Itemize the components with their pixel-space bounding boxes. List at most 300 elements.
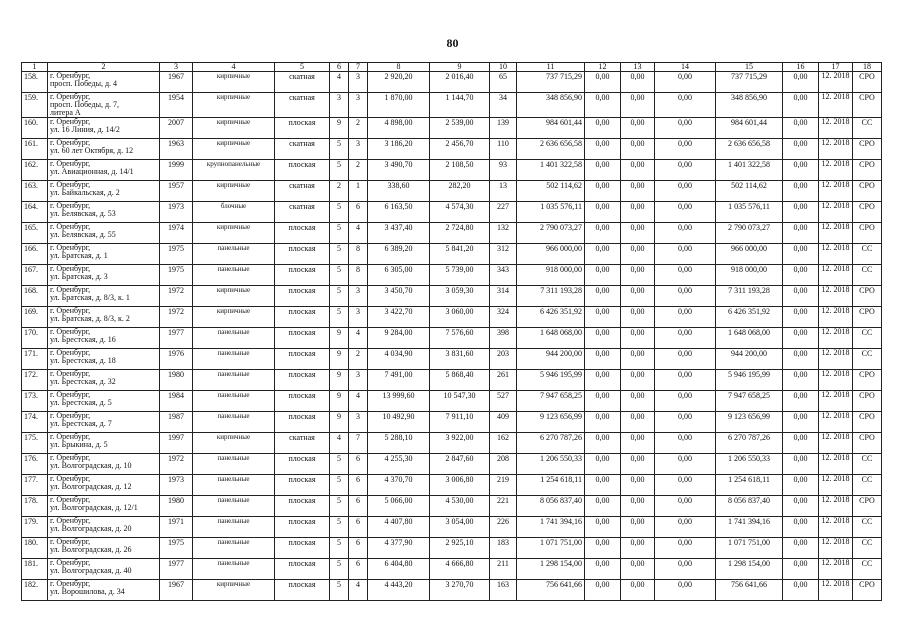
address-cell	[48, 433, 160, 454]
cost-budget-cell: 0,00	[621, 496, 655, 517]
wall-material-cell: панельные	[193, 391, 275, 412]
cost-budget-cell: 0,00	[621, 454, 655, 475]
build-year-cell: 1997	[160, 433, 193, 454]
cost-other-cell: 0,00	[783, 328, 819, 349]
residents-cell: 343	[490, 265, 517, 286]
address-line: г. Оренбург,	[50, 558, 91, 567]
wall-material-cell: панельные	[193, 349, 275, 370]
residents-cell: 13	[490, 181, 517, 202]
address-cell	[48, 72, 160, 93]
deadline-cell: 12. 2018	[819, 118, 853, 139]
address-line: ул. Белявская, д. 53	[50, 209, 116, 218]
column-number: 8	[368, 63, 430, 72]
cost-local-cell: 0,00	[655, 412, 716, 433]
build-year-cell: 1977	[160, 328, 193, 349]
cost-fund-cell: 0,00	[585, 517, 621, 538]
column-number: 16	[783, 63, 819, 72]
method-cell: СРО	[853, 223, 882, 244]
living-area-cell: 2 539,00	[430, 118, 490, 139]
address-cell	[48, 286, 160, 307]
cost-owners-cell: 944 200,00	[716, 349, 783, 370]
cost-budget-cell: 0,00	[621, 160, 655, 181]
cost-local-cell: 0,00	[655, 559, 716, 580]
row-number-cell: 171.	[22, 349, 48, 370]
cost-budget-cell: 0,00	[621, 307, 655, 328]
cost-local-cell: 0,00	[655, 433, 716, 454]
address-line: ул. Брестская, д. 32	[50, 377, 116, 386]
deadline-cell: 12. 2018	[819, 454, 853, 475]
cost-owners-cell: 2 790 073,27	[716, 223, 783, 244]
address-cell	[48, 139, 160, 160]
deadline-cell: 12. 2018	[819, 580, 853, 601]
total-area-cell: 3 450,70	[368, 286, 430, 307]
total-cost-cell: 6 270 787,26	[517, 433, 585, 454]
column-number: 3	[160, 63, 193, 72]
entrances-cell: 3	[349, 412, 368, 433]
living-area-cell: 2 847,60	[430, 454, 490, 475]
cost-fund-cell: 0,00	[585, 328, 621, 349]
column-number: 11	[517, 63, 585, 72]
residents-cell: 409	[490, 412, 517, 433]
table-row	[22, 139, 882, 160]
deadline-cell: 12. 2018	[819, 517, 853, 538]
address-line: просп. Победы, д. 4	[50, 79, 118, 88]
table-row	[22, 72, 882, 93]
roof-type-cell: плоская	[275, 160, 330, 181]
deadline-cell: 12. 2018	[819, 244, 853, 265]
table-row	[22, 286, 882, 307]
cost-local-cell: 0,00	[655, 181, 716, 202]
total-cost-cell: 1 035 576,11	[517, 202, 585, 223]
wall-material-cell: кирпичные	[193, 181, 275, 202]
cost-budget-cell: 0,00	[621, 93, 655, 118]
method-cell: СРО	[853, 286, 882, 307]
address-line: г. Оренбург,	[50, 537, 91, 546]
cost-budget-cell: 0,00	[621, 202, 655, 223]
total-area-cell: 4 255,30	[368, 454, 430, 475]
total-area-cell: 4 370,70	[368, 475, 430, 496]
total-cost-cell: 5 946 195,99	[517, 370, 585, 391]
living-area-cell: 2 724,80	[430, 223, 490, 244]
roof-type-cell: скатная	[275, 139, 330, 160]
deadline-cell: 12. 2018	[819, 202, 853, 223]
total-area-cell: 3 437,40	[368, 223, 430, 244]
build-year-cell: 1973	[160, 475, 193, 496]
cost-local-cell: 0,00	[655, 328, 716, 349]
cost-budget-cell: 0,00	[621, 349, 655, 370]
cost-local-cell: 0,00	[655, 475, 716, 496]
entrances-cell: 3	[349, 286, 368, 307]
total-area-cell: 4 407,80	[368, 517, 430, 538]
row-number-cell: 169.	[22, 307, 48, 328]
address-cell	[48, 412, 160, 433]
method-cell: СС	[853, 118, 882, 139]
wall-material-cell: панельные	[193, 454, 275, 475]
row-number-cell: 170.	[22, 328, 48, 349]
cost-other-cell: 0,00	[783, 454, 819, 475]
method-cell: СРО	[853, 181, 882, 202]
roof-type-cell: плоская	[275, 244, 330, 265]
column-number: 13	[621, 63, 655, 72]
method-cell: СРО	[853, 412, 882, 433]
total-area-cell: 7 491,00	[368, 370, 430, 391]
row-number-cell: 164.	[22, 202, 48, 223]
total-area-cell: 13 999,60	[368, 391, 430, 412]
method-cell: СРО	[853, 391, 882, 412]
address-cell	[48, 160, 160, 181]
entrances-cell: 2	[349, 118, 368, 139]
build-year-cell: 2007	[160, 118, 193, 139]
build-year-cell: 1980	[160, 496, 193, 517]
roof-type-cell: плоская	[275, 349, 330, 370]
floors-cell: 5	[330, 475, 349, 496]
floors-cell: 5	[330, 559, 349, 580]
cost-budget-cell: 0,00	[621, 328, 655, 349]
cost-fund-cell: 0,00	[585, 181, 621, 202]
total-cost-cell: 1 254 618,11	[517, 475, 585, 496]
address-line: г. Оренбург,	[50, 117, 91, 126]
address-cell	[48, 370, 160, 391]
wall-material-cell: кирпичные	[193, 72, 275, 93]
residents-cell: 203	[490, 349, 517, 370]
cost-local-cell: 0,00	[655, 160, 716, 181]
address-line: г. Оренбург,	[50, 71, 91, 80]
row-number-cell: 160.	[22, 118, 48, 139]
table-row	[22, 391, 882, 412]
living-area-cell: 4 530,00	[430, 496, 490, 517]
residents-cell: 208	[490, 454, 517, 475]
cost-other-cell: 0,00	[783, 118, 819, 139]
row-number-cell: 166.	[22, 244, 48, 265]
residents-cell: 221	[490, 496, 517, 517]
build-year-cell: 1999	[160, 160, 193, 181]
address-cell	[48, 181, 160, 202]
cost-budget-cell: 0,00	[621, 265, 655, 286]
entrances-cell: 6	[349, 559, 368, 580]
build-year-cell: 1976	[160, 349, 193, 370]
cost-fund-cell: 0,00	[585, 538, 621, 559]
residents-cell: 527	[490, 391, 517, 412]
cost-local-cell: 0,00	[655, 496, 716, 517]
cost-budget-cell: 0,00	[621, 370, 655, 391]
address-line: г. Оренбург,	[50, 432, 91, 441]
floors-cell: 5	[330, 244, 349, 265]
wall-material-cell: панельные	[193, 328, 275, 349]
method-cell: СС	[853, 265, 882, 286]
floors-cell: 2	[330, 181, 349, 202]
total-area-cell: 3 490,70	[368, 160, 430, 181]
address-line: ул. Братская, д. 3	[50, 272, 108, 281]
roof-type-cell: скатная	[275, 202, 330, 223]
cost-budget-cell: 0,00	[621, 72, 655, 93]
method-cell: СС	[853, 538, 882, 559]
row-number-cell: 174.	[22, 412, 48, 433]
deadline-cell: 12. 2018	[819, 328, 853, 349]
address-line: г. Оренбург,	[50, 285, 91, 294]
deadline-cell: 12. 2018	[819, 139, 853, 160]
row-number-cell: 162.	[22, 160, 48, 181]
total-area-cell: 5 066,00	[368, 496, 430, 517]
table-row	[22, 496, 882, 517]
living-area-cell: 5 739,00	[430, 265, 490, 286]
entrances-cell: 7	[349, 433, 368, 454]
build-year-cell: 1972	[160, 286, 193, 307]
table-row	[22, 265, 882, 286]
row-number-cell: 179.	[22, 517, 48, 538]
row-number-cell: 178.	[22, 496, 48, 517]
address-line: г. Оренбург,	[50, 495, 91, 504]
wall-material-cell: панельные	[193, 559, 275, 580]
column-number: 17	[819, 63, 853, 72]
address-line: г. Оренбург,	[50, 306, 91, 315]
address-line: г. Оренбург,	[50, 579, 91, 588]
total-cost-cell: 502 114,62	[517, 181, 585, 202]
total-cost-cell: 2 790 073,27	[517, 223, 585, 244]
residents-cell: 34	[490, 93, 517, 118]
method-cell: СС	[853, 244, 882, 265]
cost-owners-cell: 1 071 751,00	[716, 538, 783, 559]
entrances-cell: 3	[349, 93, 368, 118]
cost-budget-cell: 0,00	[621, 517, 655, 538]
wall-material-cell: кирпичные	[193, 139, 275, 160]
address-cell	[48, 244, 160, 265]
cost-owners-cell: 6 270 787,26	[716, 433, 783, 454]
address-line: ул. Авиационная, д. 14/1	[50, 167, 134, 176]
wall-material-cell: панельные	[193, 475, 275, 496]
address-cell	[48, 454, 160, 475]
cost-fund-cell: 0,00	[585, 139, 621, 160]
residents-cell: 211	[490, 559, 517, 580]
column-number: 12	[585, 63, 621, 72]
address-cell	[48, 391, 160, 412]
build-year-cell: 1972	[160, 307, 193, 328]
wall-material-cell: панельные	[193, 370, 275, 391]
cost-owners-cell: 756 641,66	[716, 580, 783, 601]
total-cost-cell: 737 715,29	[517, 72, 585, 93]
cost-fund-cell: 0,00	[585, 349, 621, 370]
row-number-cell: 158.	[22, 72, 48, 93]
cost-fund-cell: 0,00	[585, 202, 621, 223]
wall-material-cell: панельные	[193, 538, 275, 559]
roof-type-cell: плоская	[275, 517, 330, 538]
build-year-cell: 1954	[160, 93, 193, 118]
address-line: ул. Ворошилова, д. 34	[50, 587, 125, 596]
build-year-cell: 1987	[160, 412, 193, 433]
roof-type-cell: плоская	[275, 475, 330, 496]
deadline-cell: 12. 2018	[819, 181, 853, 202]
method-cell: СРО	[853, 139, 882, 160]
column-number: 15	[716, 63, 783, 72]
living-area-cell: 3 060,00	[430, 307, 490, 328]
cost-owners-cell: 1 401 322,58	[716, 160, 783, 181]
wall-material-cell: кирпичные	[193, 93, 275, 118]
column-number: 4	[193, 63, 275, 72]
total-cost-cell: 1 741 394,16	[517, 517, 585, 538]
row-number-cell: 173.	[22, 391, 48, 412]
cost-other-cell: 0,00	[783, 93, 819, 118]
entrances-cell: 3	[349, 370, 368, 391]
entrances-cell: 8	[349, 265, 368, 286]
cost-budget-cell: 0,00	[621, 412, 655, 433]
address-line: ул. Брестская, д. 18	[50, 356, 116, 365]
deadline-cell: 12. 2018	[819, 391, 853, 412]
residents-cell: 324	[490, 307, 517, 328]
cost-other-cell: 0,00	[783, 181, 819, 202]
roof-type-cell: плоская	[275, 538, 330, 559]
cost-owners-cell: 6 426 351,92	[716, 307, 783, 328]
wall-material-cell: крупнопанельные	[193, 160, 275, 181]
total-cost-cell: 6 426 351,92	[517, 307, 585, 328]
address-cell	[48, 349, 160, 370]
living-area-cell: 2 108,50	[430, 160, 490, 181]
table-row	[22, 454, 882, 475]
cost-local-cell: 0,00	[655, 349, 716, 370]
total-area-cell: 3 422,70	[368, 307, 430, 328]
residents-cell: 93	[490, 160, 517, 181]
cost-other-cell: 0,00	[783, 139, 819, 160]
total-cost-cell: 1 648 068,00	[517, 328, 585, 349]
floors-cell: 9	[330, 391, 349, 412]
address-line: г. Оренбург,	[50, 453, 91, 462]
table-row	[22, 307, 882, 328]
method-cell: СС	[853, 328, 882, 349]
cost-owners-cell: 2 636 656,58	[716, 139, 783, 160]
cost-budget-cell: 0,00	[621, 286, 655, 307]
living-area-cell: 2 925,10	[430, 538, 490, 559]
deadline-cell: 12. 2018	[819, 538, 853, 559]
method-cell: СРО	[853, 202, 882, 223]
total-cost-cell: 1 206 550,33	[517, 454, 585, 475]
floors-cell: 5	[330, 307, 349, 328]
address-cell	[48, 202, 160, 223]
cost-other-cell: 0,00	[783, 244, 819, 265]
roof-type-cell: плоская	[275, 370, 330, 391]
total-cost-cell: 918 000,00	[517, 265, 585, 286]
residents-cell: 219	[490, 475, 517, 496]
cost-fund-cell: 0,00	[585, 496, 621, 517]
address-cell	[48, 265, 160, 286]
deadline-cell: 12. 2018	[819, 475, 853, 496]
floors-cell: 5	[330, 202, 349, 223]
entrances-cell: 2	[349, 349, 368, 370]
floors-cell: 5	[330, 580, 349, 601]
address-line: г. Оренбург,	[50, 516, 91, 525]
cost-owners-cell: 1 035 576,11	[716, 202, 783, 223]
roof-type-cell: плоская	[275, 454, 330, 475]
floors-cell: 5	[330, 265, 349, 286]
column-number: 2	[48, 63, 160, 72]
total-area-cell: 4 898,00	[368, 118, 430, 139]
row-number-cell: 165.	[22, 223, 48, 244]
build-year-cell: 1975	[160, 244, 193, 265]
address-line: ул. Братская, д. 1	[50, 251, 108, 260]
entrances-cell: 6	[349, 202, 368, 223]
residents-cell: 65	[490, 72, 517, 93]
floors-cell: 5	[330, 286, 349, 307]
cost-other-cell: 0,00	[783, 202, 819, 223]
residents-cell: 227	[490, 202, 517, 223]
cost-budget-cell: 0,00	[621, 433, 655, 454]
cost-owners-cell: 1 254 618,11	[716, 475, 783, 496]
total-cost-cell: 2 636 656,58	[517, 139, 585, 160]
cost-other-cell: 0,00	[783, 433, 819, 454]
cost-owners-cell: 9 123 656,99	[716, 412, 783, 433]
wall-material-cell: блочные	[193, 202, 275, 223]
table-row	[22, 475, 882, 496]
method-cell: СРО	[853, 160, 882, 181]
column-number: 9	[430, 63, 490, 72]
wall-material-cell: кирпичные	[193, 223, 275, 244]
cost-fund-cell: 0,00	[585, 118, 621, 139]
address-line: г. Оренбург,	[50, 474, 91, 483]
floors-cell: 5	[330, 223, 349, 244]
cost-budget-cell: 0,00	[621, 181, 655, 202]
cost-local-cell: 0,00	[655, 391, 716, 412]
cost-local-cell: 0,00	[655, 93, 716, 118]
residents-cell: 163	[490, 580, 517, 601]
floors-cell: 4	[330, 433, 349, 454]
build-year-cell: 1984	[160, 391, 193, 412]
method-cell: СРО	[853, 307, 882, 328]
entrances-cell: 6	[349, 517, 368, 538]
column-number: 6	[330, 63, 349, 72]
cost-fund-cell: 0,00	[585, 391, 621, 412]
total-area-cell: 4 443,20	[368, 580, 430, 601]
roof-type-cell: скатная	[275, 93, 330, 118]
living-area-cell: 2 456,70	[430, 139, 490, 160]
entrances-cell: 4	[349, 328, 368, 349]
deadline-cell: 12. 2018	[819, 559, 853, 580]
living-area-cell: 5 841,20	[430, 244, 490, 265]
total-area-cell: 6 305,00	[368, 265, 430, 286]
method-cell: СС	[853, 517, 882, 538]
roof-type-cell: плоская	[275, 580, 330, 601]
cost-owners-cell: 1 298 154,00	[716, 559, 783, 580]
address-cell	[48, 93, 160, 118]
entrances-cell: 6	[349, 538, 368, 559]
row-number-cell: 181.	[22, 559, 48, 580]
address-line: г. Оренбург,	[50, 138, 91, 147]
build-year-cell: 1975	[160, 538, 193, 559]
floors-cell: 4	[330, 72, 349, 93]
total-area-cell: 10 492,90	[368, 412, 430, 433]
method-cell: СРО	[853, 496, 882, 517]
build-year-cell: 1975	[160, 265, 193, 286]
row-number-cell: 180.	[22, 538, 48, 559]
wall-material-cell: панельные	[193, 517, 275, 538]
cost-other-cell: 0,00	[783, 538, 819, 559]
cost-owners-cell: 1 648 068,00	[716, 328, 783, 349]
living-area-cell: 1 144,70	[430, 93, 490, 118]
address-line: г. Оренбург,	[50, 243, 91, 252]
total-cost-cell: 966 000,00	[517, 244, 585, 265]
build-year-cell: 1974	[160, 223, 193, 244]
living-area-cell: 5 868,40	[430, 370, 490, 391]
cost-other-cell: 0,00	[783, 517, 819, 538]
entrances-cell: 2	[349, 160, 368, 181]
cost-fund-cell: 0,00	[585, 454, 621, 475]
roof-type-cell: скатная	[275, 72, 330, 93]
floors-cell: 9	[330, 328, 349, 349]
total-area-cell: 338,60	[368, 181, 430, 202]
cost-other-cell: 0,00	[783, 349, 819, 370]
address-line: ул. 60 лет Октября, д. 12	[50, 146, 134, 155]
cost-local-cell: 0,00	[655, 139, 716, 160]
residents-cell: 132	[490, 223, 517, 244]
cost-owners-cell: 502 114,62	[716, 181, 783, 202]
cost-fund-cell: 0,00	[585, 433, 621, 454]
address-cell	[48, 538, 160, 559]
